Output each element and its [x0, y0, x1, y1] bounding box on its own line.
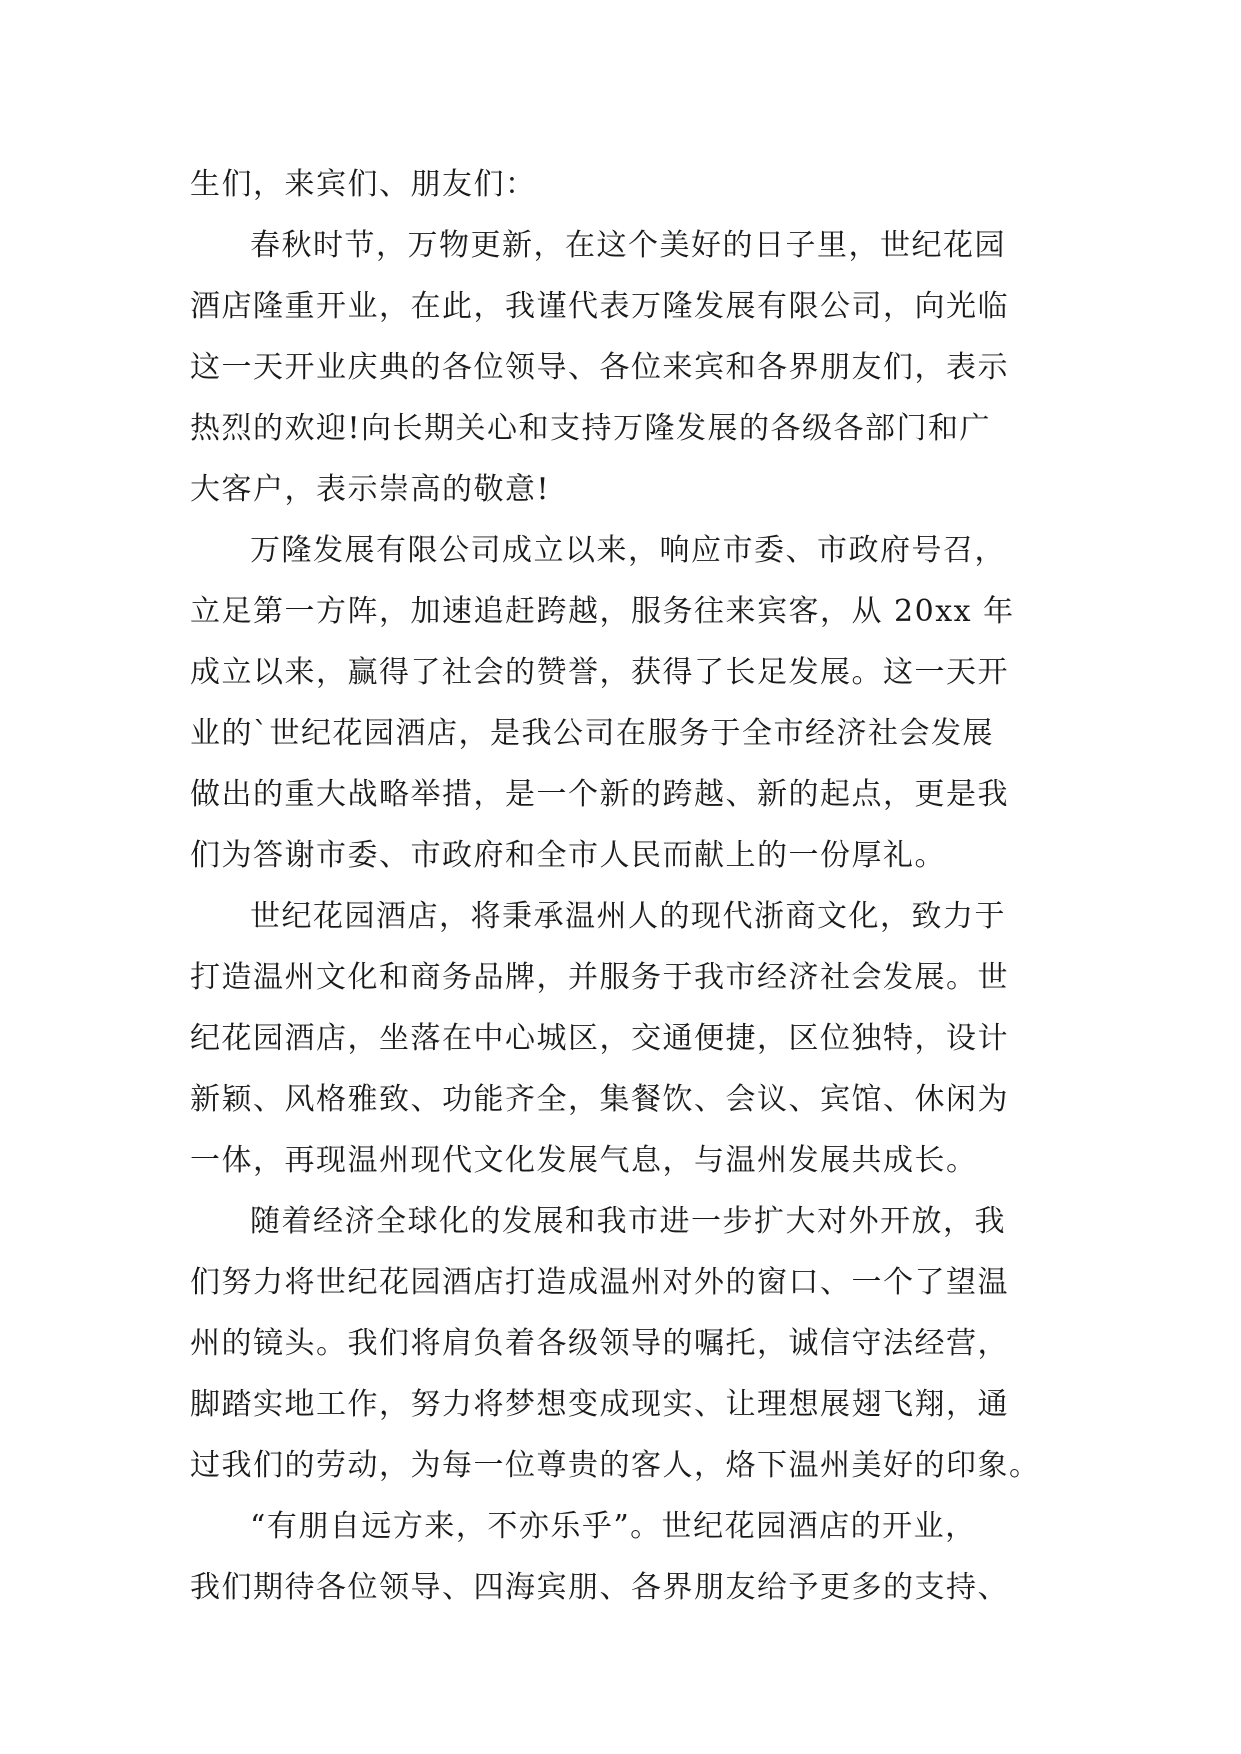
text-line: 热烈的欢迎!向长期关心和支持万隆发展的各级各部门和广: [190, 411, 992, 446]
paragraph-start-line: 万隆发展有限公司成立以来，响应市委、市政府号召，: [250, 533, 1006, 568]
text-line: 们努力将世纪花园酒店打造成温州对外的窗口、一个了望温: [190, 1265, 1009, 1300]
paragraph-start-line: 随着经济全球化的发展和我市进一步扩大对外开放，我: [250, 1204, 1006, 1239]
text-line: 纪花园酒店，坐落在中心城区，交通便捷，区位独特，设计: [190, 1021, 1009, 1056]
text-line: 生们，来宾们、朋友们：: [190, 167, 537, 202]
text-line: 立足第一方阵，加速追赶跨越，服务往来宾客，从 20xx 年: [190, 594, 1015, 629]
text-line: 一体，再现温州现代文化发展气息，与温州发展共成长。: [190, 1143, 978, 1178]
text-line: 这一天开业庆典的各位领导、各位来宾和各界朋友们，表示: [190, 350, 1009, 385]
text-line: 新颖、风格雅致、功能齐全，集餐饮、会议、宾馆、休闲为: [190, 1082, 1009, 1117]
text-line: 州的镜头。我们将肩负着各级领导的嘱托，诚信守法经营，: [190, 1326, 1009, 1361]
paragraph-start-line: 世纪花园酒店，将秉承温州人的现代浙商文化，致力于: [250, 899, 1006, 934]
speech-text: [190, 154, 1070, 1618]
text-line: 们为答谢市委、市政府和全市人民而献上的一份厚礼。: [190, 838, 946, 873]
text-line: 打造温州文化和商务品牌，并服务于我市经济社会发展。世: [190, 960, 1009, 995]
text-line: 过我们的劳动，为每一位尊贵的客人，烙下温州美好的印象。: [190, 1448, 1041, 1483]
paragraph-start-line: “有朋自远方来，不亦乐乎”。世纪花园酒店的开业，: [250, 1509, 977, 1544]
text-line: 酒店隆重开业，在此，我谨代表万隆发展有限公司，向光临: [190, 289, 1009, 324]
text-line: 大客户，表示崇高的敬意!: [190, 472, 551, 507]
text-line: 脚踏实地工作，努力将梦想变成现实、让理想展翅飞翔，通: [190, 1387, 1009, 1422]
paragraph-start-line: 春秋时节，万物更新，在这个美好的日子里，世纪花园: [250, 228, 1006, 263]
text-line: 做出的重大战略举措，是一个新的跨越、新的起点，更是我: [190, 777, 1009, 812]
text-line: 我们期待各位领导、四海宾朋、各界朋友给予更多的支持、: [190, 1570, 1009, 1605]
text-line: 业的`世纪花园酒店，是我公司在服务于全市经济社会发展: [190, 716, 994, 751]
text-line: 成立以来，赢得了社会的赞誉，获得了长足发展。这一天开: [190, 655, 1009, 690]
